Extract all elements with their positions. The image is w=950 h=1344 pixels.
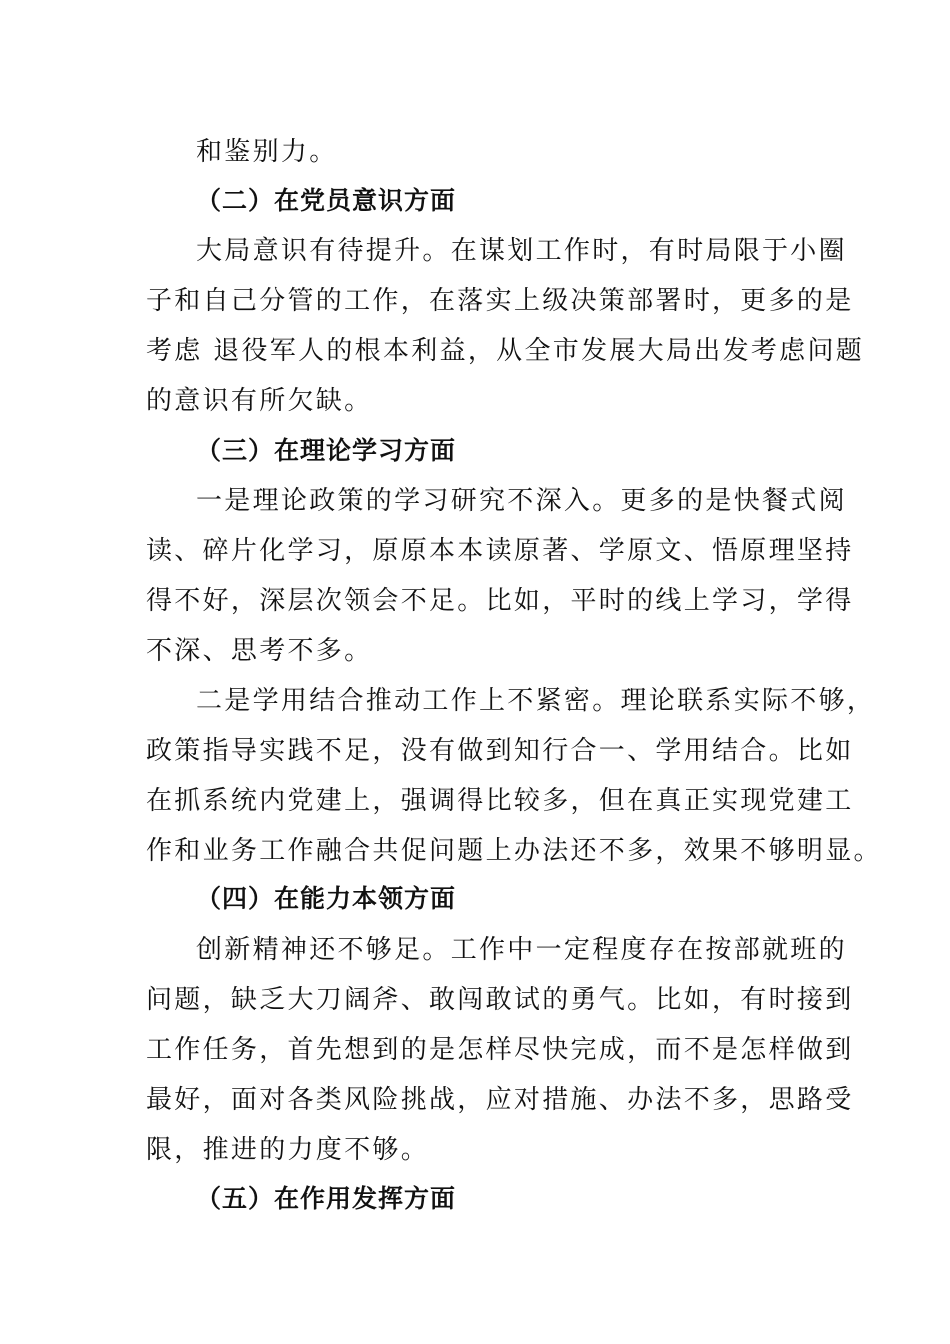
- text-line: 不深、思考不多。: [146, 636, 373, 666]
- text-line: 作和业务工作融合共促问题上办法还不多，效果不够明显。: [146, 836, 882, 866]
- text-line: 读、碎片化学习，原原本本读原著、学原文、悟原理坚持: [146, 536, 854, 566]
- text-line: 政策指导实践不足，没有做到知行合一、学用结合。比如: [146, 736, 854, 766]
- text-line: 的意识有所欠缺。: [146, 386, 373, 416]
- text-line: 问题，缺乏大刀阔斧、敢闯敢试的勇气。比如，有时接到: [146, 985, 854, 1015]
- text-line: 创新精神还不够足。工作中一定程度存在按部就班的: [196, 935, 847, 965]
- section-heading-four: （四）在能力本领方面: [196, 884, 457, 913]
- text-line: 限，推进的力度不够。: [146, 1135, 430, 1165]
- text-line: 一是理论政策的学习研究不深入。更多的是快餐式阅: [196, 486, 847, 516]
- text-line: 在抓系统内党建上，强调得比较多，但在真正实现党建工: [146, 786, 854, 816]
- text-line: 和鉴别力。: [196, 137, 338, 167]
- text-line: 考虑 退役军人的根本利益，从全市发展大局出发考虑问题: [146, 336, 865, 366]
- section-heading-two: （二）在党员意识方面: [196, 186, 457, 215]
- section-heading-three: （三）在理论学习方面: [196, 436, 457, 465]
- text-line: 大局意识有待提升。在谋划工作时，有时局限于小圈: [196, 236, 847, 266]
- text-line: 工作任务，首先想到的是怎样尽快完成，而不是怎样做到: [146, 1035, 854, 1065]
- text-line: 子和自己分管的工作，在落实上级决策部署时，更多的是: [146, 286, 854, 316]
- text-line: 二是学用结合推动工作上不紧密。理论联系实际不够，: [196, 686, 876, 716]
- section-heading-five: （五）在作用发挥方面: [196, 1184, 457, 1213]
- text-line: 得不好，深层次领会不足。比如，平时的线上学习，学得: [146, 586, 854, 616]
- text-line: 最好，面对各类风险挑战，应对措施、办法不多，思路受: [146, 1085, 854, 1115]
